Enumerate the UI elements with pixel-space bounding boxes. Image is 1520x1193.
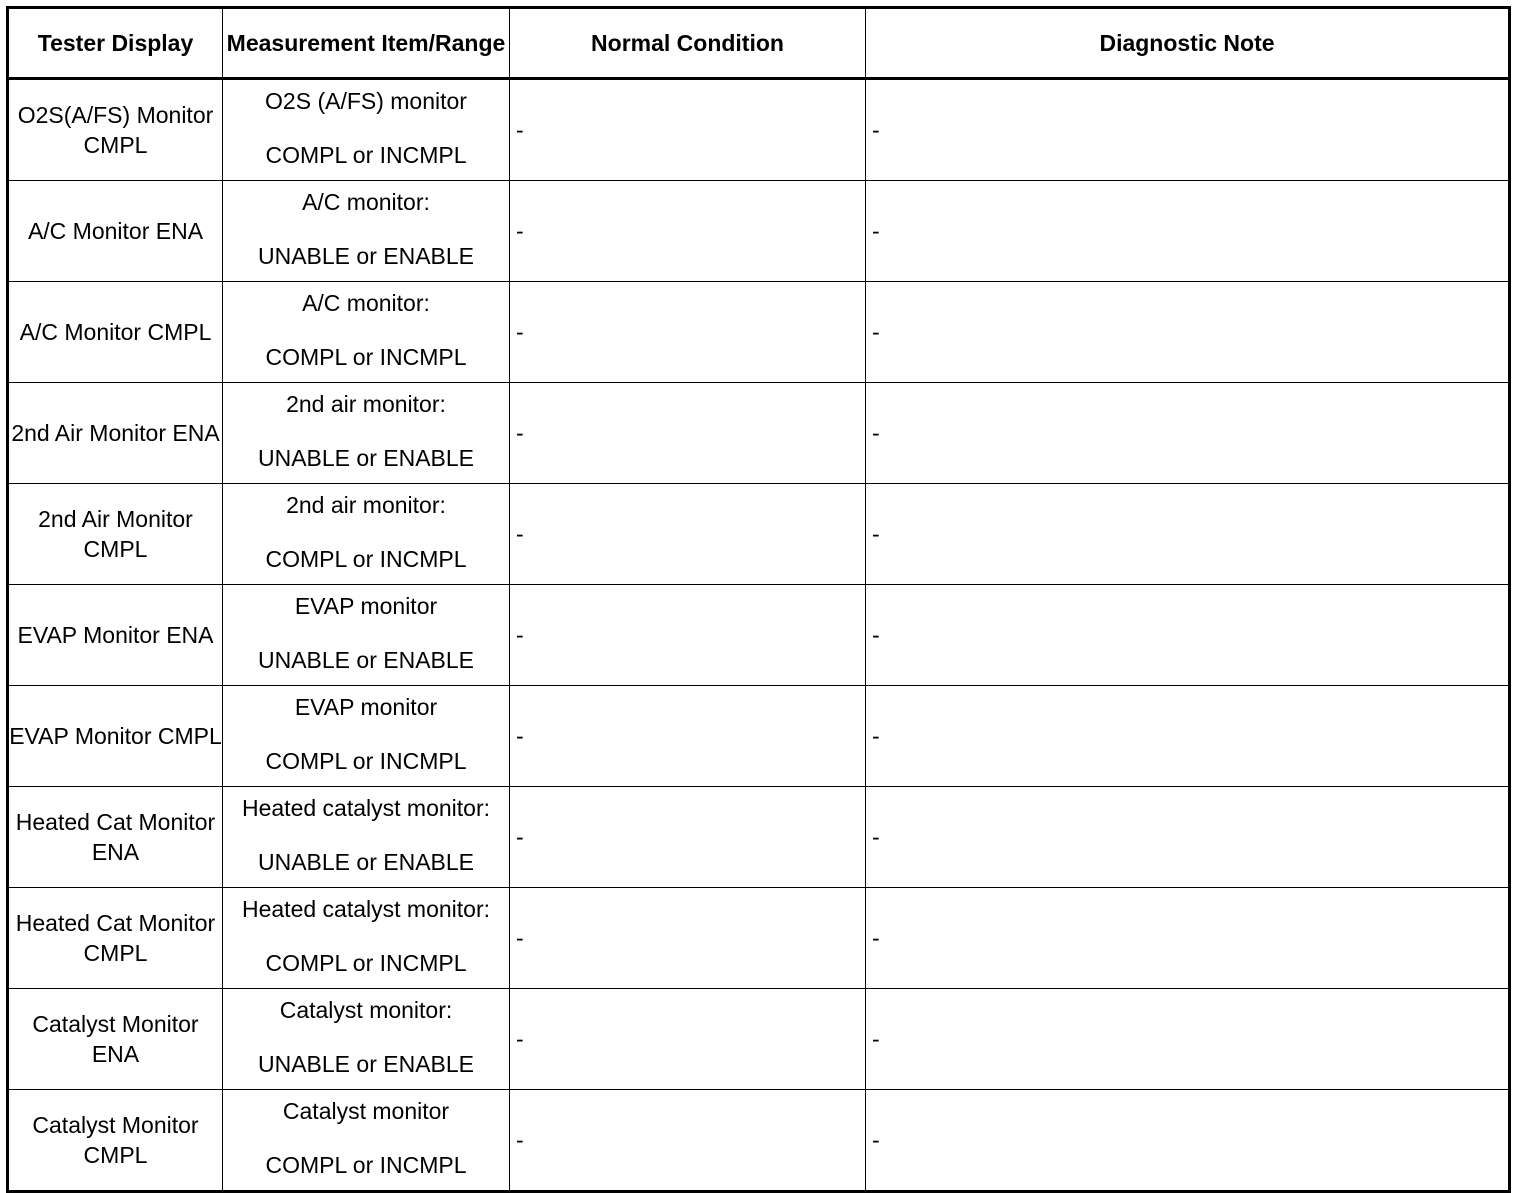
measurement-item-cell xyxy=(223,989,510,1090)
measurement-range-label: UNABLE or ENABLE xyxy=(257,243,475,269)
diagnostic-note-cell: - xyxy=(866,282,1510,383)
measurement-item-cell xyxy=(223,484,510,585)
measurement-range-label: COMPL or INCMPL xyxy=(265,142,467,168)
tester-display-cell: 2nd Air Monitor ENA xyxy=(8,383,223,484)
measurement-item-label: Catalyst monitor: xyxy=(279,997,453,1023)
measurement-item-cell xyxy=(223,686,510,787)
header-measurement-item: Measurement Item/Range xyxy=(223,8,510,79)
tester-display-cell: Catalyst Monitor ENA xyxy=(8,989,223,1090)
normal-condition-cell: - xyxy=(510,585,866,686)
diagnostic-note-cell: - xyxy=(866,1090,1510,1192)
measurement-item-cell xyxy=(223,383,510,484)
tester-display-cell: O2S(A/FS) Monitor CMPL xyxy=(8,79,223,181)
diagnostic-note-cell: - xyxy=(866,79,1510,181)
diagnostic-note-cell: - xyxy=(866,787,1510,888)
table-row xyxy=(8,484,1510,585)
table-row xyxy=(8,686,1510,787)
diagnostic-note-cell: - xyxy=(866,484,1510,585)
measurement-item-cell xyxy=(223,79,510,181)
measurement-item-label: O2S (A/FS) monitor xyxy=(265,88,467,114)
normal-condition-cell: - xyxy=(510,1090,866,1192)
measurement-item-cell xyxy=(223,1090,510,1192)
measurement-item-label: 2nd air monitor: xyxy=(286,391,446,417)
normal-condition-cell: - xyxy=(510,383,866,484)
normal-condition-cell: - xyxy=(510,787,866,888)
normal-condition-cell: - xyxy=(510,888,866,989)
diagnostic-note-cell: - xyxy=(866,383,1510,484)
tester-display-cell: Heated Cat Monitor ENA xyxy=(8,787,223,888)
diagnostic-note-cell: - xyxy=(866,585,1510,686)
tester-display-cell: A/C Monitor CMPL xyxy=(8,282,223,383)
measurement-item-cell xyxy=(223,888,510,989)
measurement-item-label: Heated catalyst monitor: xyxy=(241,795,490,821)
normal-condition-cell: - xyxy=(510,989,866,1090)
tester-display-cell: Heated Cat Monitor CMPL xyxy=(8,888,223,989)
measurement-item-label: EVAP monitor xyxy=(294,694,438,720)
diagnostic-note-cell: - xyxy=(866,989,1510,1090)
measurement-item-label: EVAP monitor xyxy=(294,593,438,619)
diagnostic-note-cell: - xyxy=(866,181,1510,282)
table-row xyxy=(8,888,1510,989)
measurement-range-label: COMPL or INCMPL xyxy=(265,950,467,976)
measurement-item-cell xyxy=(223,282,510,383)
measurement-item-label: Heated catalyst monitor: xyxy=(241,896,490,922)
measurement-item-label: Catalyst monitor xyxy=(282,1098,450,1124)
tester-display-cell: EVAP Monitor CMPL xyxy=(8,686,223,787)
header-tester-display: Tester Display xyxy=(8,8,223,79)
tester-display-cell: 2nd Air Monitor CMPL xyxy=(8,484,223,585)
table-row xyxy=(8,79,1510,181)
measurement-item-cell xyxy=(223,181,510,282)
measurement-range-label: COMPL or INCMPL xyxy=(265,1152,467,1178)
measurement-range-label: UNABLE or ENABLE xyxy=(257,445,475,471)
measurement-range-label: UNABLE or ENABLE xyxy=(257,1051,475,1077)
measurement-item-cell xyxy=(223,585,510,686)
table-row xyxy=(8,383,1510,484)
normal-condition-cell: - xyxy=(510,282,866,383)
table-row xyxy=(8,989,1510,1090)
normal-condition-cell: - xyxy=(510,79,866,181)
header-diagnostic-note: Diagnostic Note xyxy=(866,8,1510,79)
measurement-item-label: 2nd air monitor: xyxy=(286,492,446,518)
measurement-range-label: UNABLE or ENABLE xyxy=(257,849,475,875)
normal-condition-cell: - xyxy=(510,181,866,282)
measurement-range-label: UNABLE or ENABLE xyxy=(257,647,475,673)
table-row xyxy=(8,1090,1510,1192)
diagnostic-note-cell: - xyxy=(866,888,1510,989)
normal-condition-cell: - xyxy=(510,686,866,787)
tester-display-cell: EVAP Monitor ENA xyxy=(8,585,223,686)
table-row xyxy=(8,787,1510,888)
measurement-item-label: A/C monitor: xyxy=(302,189,430,215)
measurement-range-label: COMPL or INCMPL xyxy=(265,344,467,370)
table-row xyxy=(8,181,1510,282)
tester-display-cell: Catalyst Monitor CMPL xyxy=(8,1090,223,1192)
table-row xyxy=(8,585,1510,686)
data-list-table xyxy=(6,6,1511,1193)
header-normal-condition: Normal Condition xyxy=(510,8,866,79)
measurement-item-label: A/C monitor: xyxy=(302,290,430,316)
table-row xyxy=(8,282,1510,383)
diagnostic-note-cell: - xyxy=(866,686,1510,787)
measurement-item-cell xyxy=(223,787,510,888)
tester-display-cell: A/C Monitor ENA xyxy=(8,181,223,282)
measurement-range-label: COMPL or INCMPL xyxy=(265,748,467,774)
measurement-range-label: COMPL or INCMPL xyxy=(265,546,467,572)
header-row xyxy=(8,8,1510,79)
normal-condition-cell: - xyxy=(510,484,866,585)
